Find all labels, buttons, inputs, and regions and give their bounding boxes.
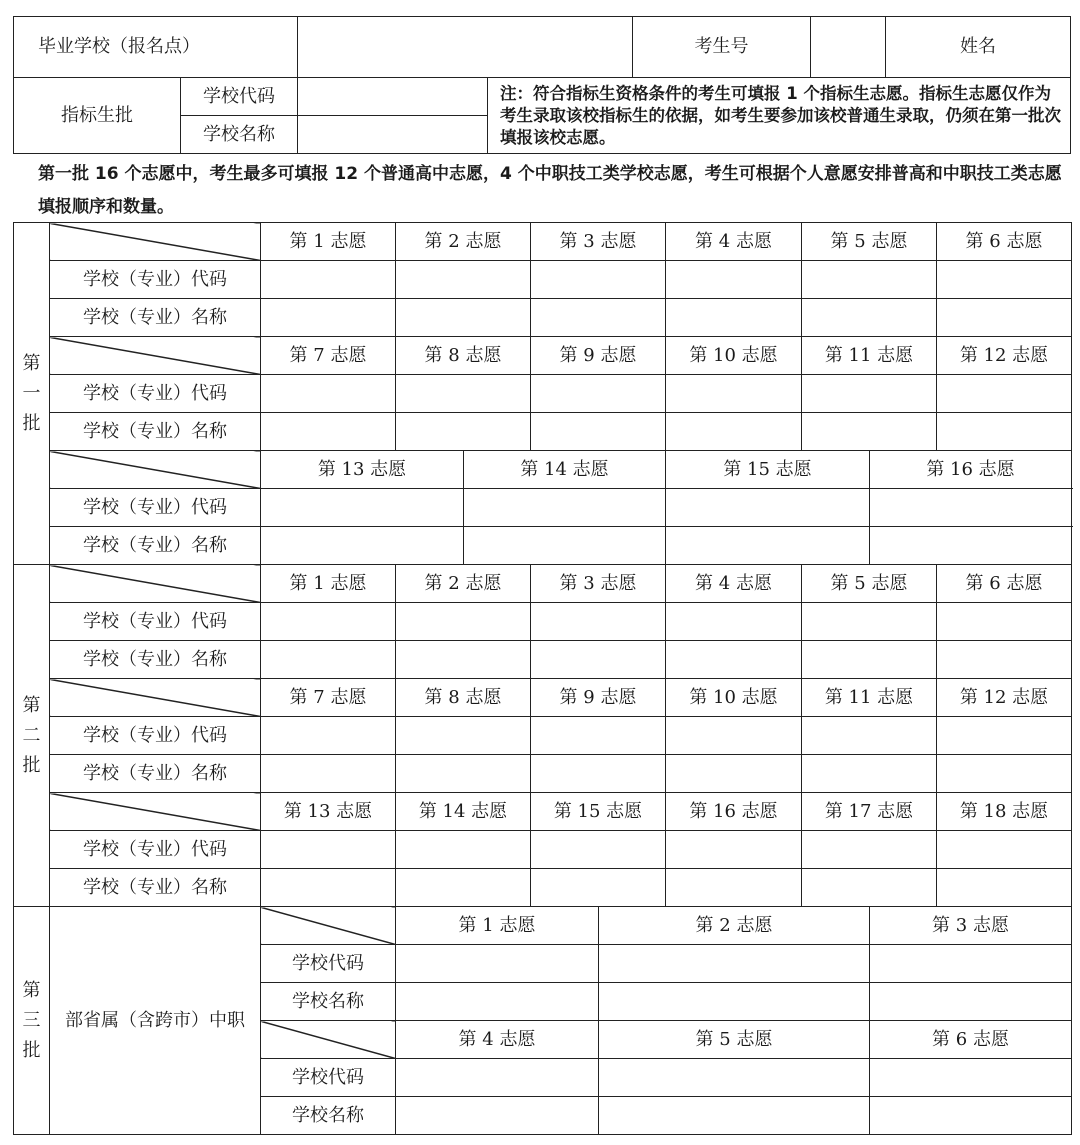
code-cell[interactable] (531, 261, 666, 299)
choice-header: 第 9 志愿 (531, 679, 666, 717)
code-cell[interactable] (396, 717, 531, 755)
choice-header: 第 11 志愿 (802, 337, 937, 375)
choice-header: 第 14 志愿 (396, 793, 531, 831)
diagonal-header (261, 1021, 396, 1059)
choice-header: 第 10 志愿 (666, 679, 802, 717)
name-cell[interactable] (802, 641, 937, 679)
name-cell[interactable] (599, 1097, 870, 1135)
quota-code-field[interactable] (298, 78, 488, 116)
name-cell[interactable] (870, 1097, 1072, 1135)
code-row-label: 学校（专业）代码 (50, 489, 261, 527)
name-row-label: 学校（专业）名称 (50, 641, 261, 679)
code-row-label: 学校（专业）代码 (50, 831, 261, 869)
quota-name-field[interactable] (298, 116, 488, 154)
diagonal-header (50, 337, 261, 375)
code-cell[interactable] (396, 603, 531, 641)
name-row-label: 学校（专业）名称 (50, 299, 261, 337)
quota-batch-label: 指标生批 (14, 78, 181, 154)
choice-header: 第 12 志愿 (937, 337, 1072, 375)
name-row-label: 学校（专业）名称 (50, 413, 261, 451)
name-cell[interactable] (937, 299, 1072, 337)
name-cell[interactable] (870, 983, 1072, 1021)
choice-header: 第 2 志愿 (396, 223, 531, 261)
batch2-label-char: 二 (22, 724, 41, 746)
name-row-label: 学校（专业）名称 (50, 869, 261, 907)
code-cell[interactable] (396, 1059, 599, 1097)
batch3-label-char: 第 (22, 979, 41, 1001)
name-row-label: 学校名称 (261, 983, 396, 1021)
choice-header: 第 1 志愿 (261, 565, 396, 603)
name-cell[interactable] (666, 641, 802, 679)
code-cell[interactable] (802, 717, 937, 755)
name-cell[interactable] (531, 755, 666, 793)
choice-header: 第 2 志愿 (599, 907, 870, 945)
code-cell[interactable] (261, 489, 464, 527)
code-cell[interactable] (937, 375, 1072, 413)
exam-no-field[interactable] (811, 17, 886, 78)
code-cell[interactable] (937, 831, 1072, 869)
choice-header: 第 8 志愿 (396, 337, 531, 375)
choice-header: 第 13 志愿 (261, 451, 464, 489)
name-cell[interactable] (531, 413, 666, 451)
name-cell[interactable] (666, 299, 802, 337)
choice-header: 第 12 志愿 (937, 679, 1072, 717)
choice-header: 第 7 志愿 (261, 679, 396, 717)
name-cell[interactable] (531, 869, 666, 907)
batch3-label-char: 批 (22, 1039, 41, 1061)
choice-header: 第 9 志愿 (531, 337, 666, 375)
choice-header: 第 1 志愿 (261, 223, 396, 261)
choice-header: 第 11 志愿 (802, 679, 937, 717)
name-cell[interactable] (396, 1097, 599, 1135)
batch1-label-char: 一 (22, 382, 41, 404)
code-cell[interactable] (599, 945, 870, 983)
choice-header: 第 15 志愿 (531, 793, 666, 831)
choices-table (13, 222, 1072, 1135)
choice-header: 第 5 志愿 (599, 1021, 870, 1059)
name-cell[interactable] (599, 983, 870, 1021)
name-cell[interactable] (802, 869, 937, 907)
name-cell[interactable] (261, 755, 396, 793)
name-cell[interactable] (261, 299, 396, 337)
code-cell[interactable] (599, 1059, 870, 1097)
code-cell[interactable] (666, 375, 802, 413)
code-cell[interactable] (666, 603, 802, 641)
batch1-instruction: 第一批 16 个志愿中，考生最多可填报 12 个普通高中志愿，4 个中职技工类学校志愿，考生可根据个人意愿安排普高和中职技工类志愿填报顺序和数量。 (38, 164, 1062, 217)
batch2-label-char: 第 (22, 694, 41, 716)
name-cell[interactable] (261, 641, 396, 679)
code-cell[interactable] (261, 717, 396, 755)
name-cell[interactable] (802, 413, 937, 451)
choice-header: 第 4 志愿 (666, 565, 802, 603)
code-cell[interactable] (531, 717, 666, 755)
choice-header: 第 3 志愿 (870, 907, 1072, 945)
name-cell[interactable] (870, 527, 1072, 565)
name-cell[interactable] (396, 299, 531, 337)
name-cell[interactable] (666, 413, 802, 451)
code-cell[interactable] (261, 261, 396, 299)
choice-header: 第 6 志愿 (870, 1021, 1072, 1059)
name-label: 姓名 (886, 17, 1071, 78)
quota-code-label: 学校代码 (181, 78, 298, 116)
quota-name-label: 学校名称 (181, 116, 298, 154)
code-row-label: 学校（专业）代码 (50, 375, 261, 413)
batch2-label (14, 565, 50, 907)
batch1-label-char: 第 (22, 352, 41, 374)
choice-header: 第 15 志愿 (666, 451, 870, 489)
school-field[interactable] (298, 17, 633, 78)
choice-header: 第 10 志愿 (666, 337, 802, 375)
name-row-label: 学校（专业）名称 (50, 527, 261, 565)
choice-header: 第 1 志愿 (396, 907, 599, 945)
name-cell[interactable] (666, 755, 802, 793)
name-cell[interactable] (396, 413, 531, 451)
choice-header: 第 14 志愿 (464, 451, 666, 489)
choice-header: 第 2 志愿 (396, 565, 531, 603)
name-cell[interactable] (396, 869, 531, 907)
code-cell[interactable] (666, 489, 870, 527)
diagonal-header (50, 565, 261, 603)
name-cell[interactable] (937, 869, 1072, 907)
name-row-label: 学校（专业）名称 (50, 755, 261, 793)
code-row-label: 学校（专业）代码 (50, 717, 261, 755)
choice-header: 第 5 志愿 (802, 223, 937, 261)
choice-header: 第 6 志愿 (937, 223, 1072, 261)
choice-header: 第 6 志愿 (937, 565, 1072, 603)
choice-header: 第 16 志愿 (870, 451, 1072, 489)
diagonal-header (50, 451, 261, 489)
batch1-label-char: 批 (22, 412, 41, 434)
name-cell[interactable] (802, 755, 937, 793)
name-cell[interactable] (261, 869, 396, 907)
choice-header: 第 8 志愿 (396, 679, 531, 717)
choice-header: 第 3 志愿 (531, 223, 666, 261)
diagonal-header (50, 223, 261, 261)
code-cell[interactable] (464, 489, 666, 527)
choice-header: 第 18 志愿 (937, 793, 1072, 831)
code-cell[interactable] (261, 831, 396, 869)
code-cell[interactable] (396, 375, 531, 413)
batch3-label-char: 三 (22, 1009, 41, 1031)
code-cell[interactable] (802, 261, 937, 299)
diagonal-header (50, 793, 261, 831)
code-cell[interactable] (937, 261, 1072, 299)
choice-header: 第 5 志愿 (802, 565, 937, 603)
name-cell[interactable] (396, 641, 531, 679)
code-cell[interactable] (666, 717, 802, 755)
batch3-label (14, 907, 50, 1135)
code-cell[interactable] (531, 831, 666, 869)
code-cell[interactable] (802, 603, 937, 641)
name-cell[interactable] (666, 527, 870, 565)
name-cell[interactable] (531, 641, 666, 679)
exam-no-label: 考生号 (633, 17, 811, 78)
name-cell[interactable] (464, 527, 666, 565)
code-cell[interactable] (666, 261, 802, 299)
quota-note: 注：符合指标生资格条件的考生可填报 1 个指标生志愿。指标生志愿仅作为考生录取该校指标生的依据，如考生要参加该校普通生录取，仍须在第一批次填报该校志愿。 (488, 78, 1071, 154)
batch3-category: 部省属（含跨市）中职 (50, 907, 261, 1135)
name-cell[interactable] (261, 527, 464, 565)
code-cell[interactable] (396, 261, 531, 299)
name-row-label: 学校名称 (261, 1097, 396, 1135)
name-cell[interactable] (802, 299, 937, 337)
code-cell[interactable] (802, 831, 937, 869)
name-cell[interactable] (937, 413, 1072, 451)
choice-header: 第 3 志愿 (531, 565, 666, 603)
code-cell[interactable] (261, 375, 396, 413)
school-label: 毕业学校（报名点） (14, 17, 298, 78)
code-cell[interactable] (531, 603, 666, 641)
name-cell[interactable] (396, 983, 599, 1021)
batch2-label-char: 批 (22, 754, 41, 776)
choice-header: 第 4 志愿 (666, 223, 802, 261)
choice-header: 第 13 志愿 (261, 793, 396, 831)
name-cell[interactable] (937, 641, 1072, 679)
code-cell[interactable] (870, 945, 1072, 983)
diagonal-header (261, 907, 396, 945)
name-cell[interactable] (531, 299, 666, 337)
code-cell[interactable] (937, 717, 1072, 755)
name-cell[interactable] (396, 755, 531, 793)
choice-header: 第 17 志愿 (802, 793, 937, 831)
diagonal-header (50, 679, 261, 717)
code-cell[interactable] (261, 603, 396, 641)
name-cell[interactable] (666, 869, 802, 907)
code-cell[interactable] (870, 1059, 1072, 1097)
name-cell[interactable] (937, 755, 1072, 793)
code-row-label: 学校（专业）代码 (50, 603, 261, 641)
code-row-label: 学校代码 (261, 945, 396, 983)
code-cell[interactable] (666, 831, 802, 869)
code-cell[interactable] (937, 603, 1072, 641)
code-cell[interactable] (396, 831, 531, 869)
choice-header: 第 7 志愿 (261, 337, 396, 375)
code-row-label: 学校代码 (261, 1059, 396, 1097)
batch1-label (14, 223, 50, 565)
choice-header: 第 4 志愿 (396, 1021, 599, 1059)
code-cell[interactable] (396, 945, 599, 983)
code-row-label: 学校（专业）代码 (50, 261, 261, 299)
header-table (13, 16, 1071, 154)
code-cell[interactable] (870, 489, 1072, 527)
code-cell[interactable] (531, 375, 666, 413)
name-cell[interactable] (261, 413, 396, 451)
code-cell[interactable] (802, 375, 937, 413)
choice-header: 第 16 志愿 (666, 793, 802, 831)
